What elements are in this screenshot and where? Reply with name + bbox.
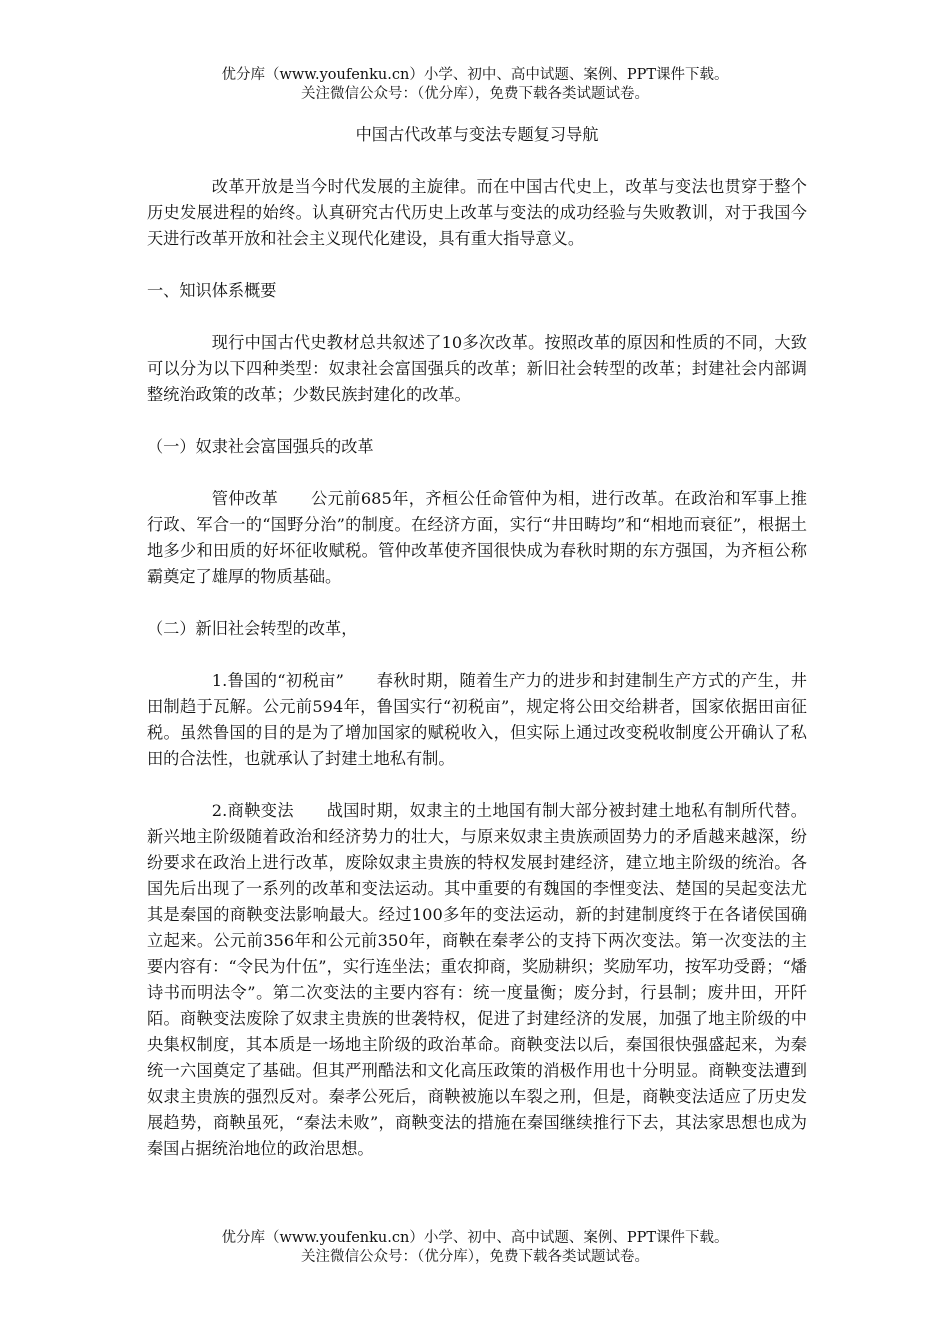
guanzhong-reform-name: 管仲改革 (211, 489, 279, 508)
document-body (147, 122, 807, 1188)
lu-reform-name: 1.鲁国的“初税亩” (211, 671, 344, 690)
lu-paragraph (147, 668, 807, 772)
subsection-heading-slave-society: （一）奴隶社会富国强兵的改革 (147, 437, 374, 456)
intro-paragraph: 改革开放是当今时代发展的主旋律。而在中国古代史上，改革与变法也贯穿于整个历史发展进程的始终。认真研究古代历史上改革与变法的成功经验与失败教训，对于我国今天进行改革开放和社会主义现代化建设，具有重大指导意义。 (147, 177, 807, 248)
guanzhong-paragraph (147, 486, 807, 590)
header-banner-line2: 关注微信公众号：（优分库），免费下载各类试题试卷。 (301, 86, 649, 102)
section-heading-knowledge: 一、知识体系概要 (147, 281, 277, 300)
header-banner (0, 66, 950, 104)
lu-reform-text: 春秋时期，随着生产力的进步和封建制生产方式的产生，井田制趋于瓦解。公元前594年，鲁国实行“初税亩”，规定将公田交给耕者，国家依据田亩征税。虽然鲁国的目的是为了增加国家的赋税收入，但实际上通过改变税收制度公开确认了私田的合法性，也就承认了封建土地私有制。 (147, 671, 807, 768)
footer-banner-line1: 优分库（www.youfenku.cn）小学、初中、高中试题、案例、PPT课件下载。 (221, 1230, 729, 1246)
shang-reform-text: 战国时期，奴隶主的土地国有制大部分被封建土地私有制所代替。新兴地主阶级随着政治和经济势力的壮大，与原来奴隶主贵族顽固势力的矛盾越来越深，纷纷要求在政治上进行改革，废除奴隶主贵族的特权发展封建经济，建立地主阶级的统治。各国先后出现了一系列的改革和变法运动。其中重要的有魏国的李悝变法、楚国的吴起变法尤其是秦国的商鞅变法影响最大。经过100多年的变法运动，新的封建制度终于在各诸侯国确立起来。公元前356年和公元前350年，商鞅在秦孝公的支持下两次变法。第一次变法的主要内容有：“令民为什伍”，实行连坐法；重农抑商，奖励耕织；奖励军功，按军功受爵；“燔诗书而明法令”。第二次变法的主要内容有：统一度量衡；废分封，行县制；废井田，开阡陌。商鞅变法废除了奴隶主贵族的世袭特权，促进了封建经济的发展，加强了地主阶级的中央集权制度，其本质是一场地主阶级的政治革命。商鞅变法以后，秦国很快强盛起来，为秦统一六国奠定了基础。但其严刑酷法和文化高压政策的消极作用也十分明显。商鞅变法遭到奴隶主贵族的强烈反对。秦孝公死后，商鞅被施以车裂之刑，但是，商鞅变法适应了历史发展趋势，商鞅虽死，“秦法未败”，商鞅变法的措施在秦国继续推行下去，其法家思想也成为秦国占据统治地位的政治思想。 (147, 801, 807, 1158)
shang-reform-name: 2.商鞅变法 (211, 801, 294, 820)
footer-banner (0, 1229, 950, 1267)
document-title: 中国古代改革与变法专题复习导航 (355, 125, 599, 144)
guanzhong-reform-text: 公元前685年，齐桓公任命管仲为相，进行改革。在政治和军事上推行政、军合一的“国野分治”的制度。在经济方面，实行“井田畴均”和“相地而衰征”，根据土地多少和田质的好坏征收赋税。管仲改革使齐国很快成为春秋时期的东方强国，为齐桓公称霸奠定了雄厚的物质基础。 (147, 489, 807, 586)
footer-banner-line2: 关注微信公众号：（优分库），免费下载各类试题试卷。 (301, 1249, 649, 1265)
subsection-heading-transition: （二）新旧社会转型的改革， (147, 619, 358, 638)
overview-paragraph: 现行中国古代史教材总共叙述了10多次改革。按照改革的原因和性质的不同，大致可以分为以下四种类型：奴隶社会富国强兵的改革；新旧社会转型的改革；封建社会内部调整统治政策的改革；少数民族封建化的改革。 (147, 333, 807, 404)
header-banner-line1: 优分库（www.youfenku.cn）小学、初中、高中试题、案例、PPT课件下载。 (221, 67, 729, 83)
shang-paragraph (147, 798, 807, 1162)
